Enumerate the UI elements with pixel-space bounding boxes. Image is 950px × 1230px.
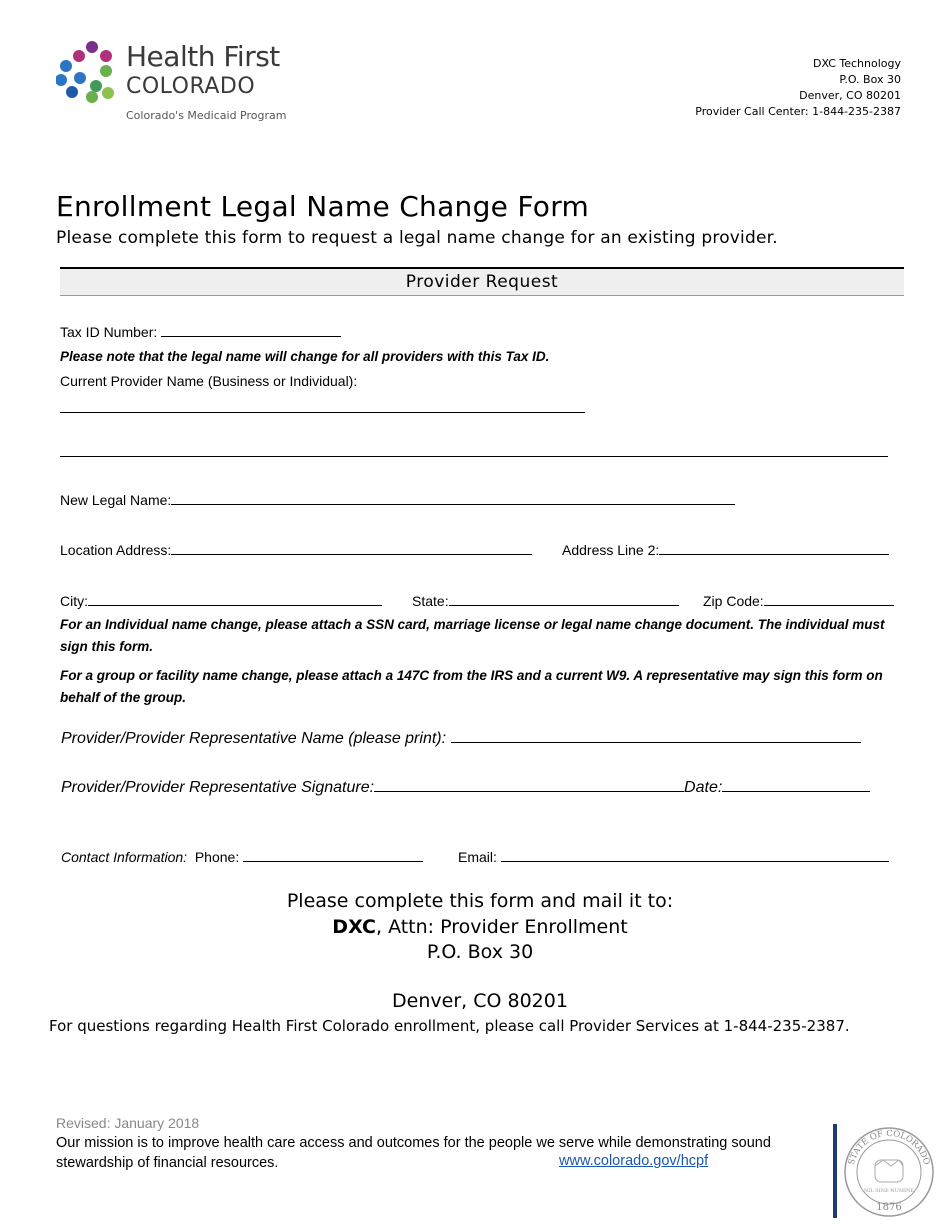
phone-field[interactable] — [243, 849, 423, 862]
contact-info-row — [61, 849, 423, 865]
phone-label: Phone: — [194, 849, 240, 865]
contact-line: DXC Technology — [813, 57, 901, 70]
mail-attn: , Attn: Provider Enrollment — [375, 916, 628, 938]
rep-signature-field[interactable] — [374, 777, 684, 792]
mail-attn-line — [0, 914, 950, 940]
hcpf-link[interactable]: www.colorado.gov/hcpf — [559, 1153, 709, 1169]
group-note: For a group or facility name change, please attach a 147C from the IRS and a current W9. A representative may sign this form on behalf of the group. — [60, 668, 883, 705]
page-subtitle: Please complete this form to request a legal name change for an existing provider. — [56, 228, 778, 248]
city-field[interactable] — [88, 593, 382, 606]
questions-text: For questions regarding Health First Colorado enrollment, please call Provider Services at 1-844-235-2387. — [49, 1017, 850, 1035]
current-name-field-1[interactable] — [60, 400, 585, 413]
revised-date: Revised: January 2018 — [56, 1115, 200, 1131]
section-header: Provider Request — [60, 267, 904, 296]
seal-motto: NIL SINE NUMINE — [864, 1188, 914, 1194]
logo-title: Health First — [126, 40, 280, 73]
contact-block — [695, 56, 901, 120]
email-field[interactable] — [501, 849, 889, 862]
tax-id-field[interactable] — [161, 324, 341, 337]
rep-name-label: Provider/Provider Representative Name (please print): — [61, 730, 447, 747]
individual-note: For an Individual name change, please attach a SSN card, marriage license or legal name change document. The individual must sign this form. — [60, 617, 885, 654]
mail-box: P.O. Box 30 — [426, 941, 534, 963]
zip-label: Zip Code: — [703, 593, 764, 609]
mail-company: DXC — [332, 916, 376, 938]
contact-line: P.O. Box 30 — [839, 73, 901, 86]
tax-id-label: Tax ID Number: — [60, 324, 158, 340]
new-name-label: New Legal Name: — [60, 492, 172, 508]
logo-tagline: Colorado's Medicaid Program — [126, 109, 287, 122]
date-label: Date: — [684, 779, 723, 796]
rep-signature-row — [61, 777, 870, 797]
contact-line: Denver, CO 80201 — [799, 89, 901, 102]
current-name-label: Current Provider Name (Business or Individual): — [60, 373, 358, 389]
zip-row — [703, 593, 894, 609]
location-row — [60, 542, 532, 558]
contact-line: Provider Call Center: 1-844-235-2387 — [695, 105, 901, 118]
state-field[interactable] — [449, 593, 679, 606]
new-name-row — [60, 492, 735, 508]
email-label: Email: — [458, 849, 497, 865]
tax-id-note: Please note that the legal name will change for all providers with this Tax ID. — [60, 349, 550, 364]
state-seal-icon — [843, 1126, 935, 1218]
seal-year: 1876 — [876, 1202, 902, 1213]
logo-subtitle: COLORADO — [126, 74, 256, 99]
email-row — [458, 849, 889, 865]
tax-id-row — [60, 324, 341, 340]
city-label: City: — [60, 593, 88, 609]
rep-name-field[interactable] — [451, 728, 861, 743]
address2-label: Address Line 2: — [562, 542, 660, 558]
mail-city: Denver, CO 80201 — [392, 990, 568, 1012]
new-name-field[interactable] — [171, 492, 735, 505]
rep-name-row — [61, 728, 861, 748]
current-name-field-2[interactable] — [60, 444, 888, 457]
state-label: State: — [412, 593, 449, 609]
location-label: Location Address: — [60, 542, 172, 558]
contact-info-label: Contact Information: — [61, 849, 188, 865]
footer-divider — [833, 1124, 837, 1218]
address2-field[interactable] — [659, 542, 889, 555]
mission-statement: Our mission is to improve health care access and outcomes for the people we serve while demonstrating sound stewardship of financial resources. — [56, 1135, 771, 1171]
address2-row — [562, 542, 889, 558]
state-row — [412, 593, 679, 609]
page-title: Enrollment Legal Name Change Form — [56, 190, 590, 223]
mail-instruction: Please complete this form and mail it to: — [286, 890, 674, 912]
location-field[interactable] — [171, 542, 532, 555]
date-field[interactable] — [722, 777, 870, 792]
rep-signature-label: Provider/Provider Representative Signature: — [61, 779, 375, 796]
city-row — [60, 593, 382, 609]
zip-field[interactable] — [764, 593, 894, 606]
seal-text: STATE OF COLORADO — [846, 1128, 932, 1167]
